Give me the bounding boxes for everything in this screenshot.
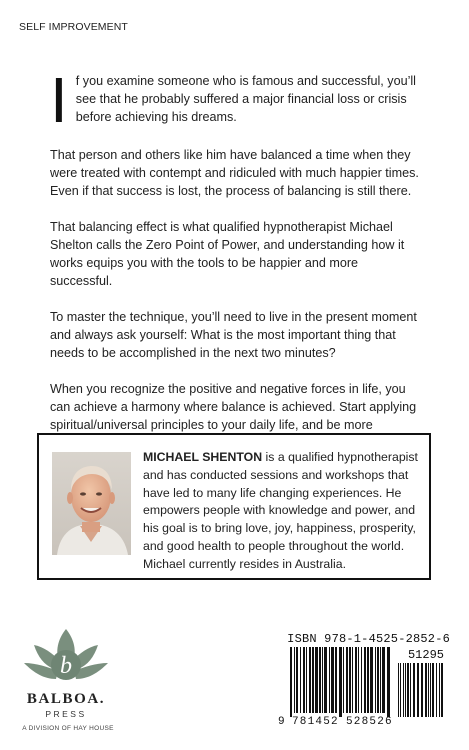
barcode-bar xyxy=(300,647,301,713)
barcode-bar xyxy=(382,647,385,713)
barcode-bar xyxy=(358,647,359,713)
addon-bar xyxy=(403,663,404,717)
blurb xyxy=(50,64,420,488)
barcode-bar xyxy=(361,647,362,713)
barcode-bar xyxy=(296,647,298,713)
blurb-paragraph-5: When you recognize the positive and negative forces in life, you can achieve a harmony where balance is achieved. Start applying spiritual/universal principles to your daily life, and be more xyxy=(50,382,417,432)
barcode-bar xyxy=(324,647,327,713)
ean-first-digit: 9 xyxy=(278,716,285,728)
addon-bar xyxy=(428,663,429,717)
barcode-bar xyxy=(290,647,292,717)
price-code: 51295 xyxy=(407,648,444,662)
addon-bar xyxy=(410,663,411,717)
addon-bar xyxy=(441,663,443,717)
addon-bar xyxy=(413,663,415,717)
barcode-bar xyxy=(364,647,366,713)
barcode-bar xyxy=(315,647,318,713)
logo-letter: b xyxy=(60,653,72,679)
addon-bar xyxy=(407,663,409,717)
author-portrait-image xyxy=(52,452,131,555)
lotus-icon xyxy=(20,625,112,691)
barcode-bar xyxy=(367,647,369,713)
publisher-brand: BALBOA. xyxy=(26,691,106,707)
ean-left-group: 781452 xyxy=(292,716,339,728)
barcode-bar xyxy=(319,647,321,713)
author-name: MICHAEL SHENTON xyxy=(143,450,263,464)
drop-cap: I xyxy=(50,64,68,136)
addon-bar xyxy=(398,663,399,717)
blurb-paragraph-4: To master the technique, you’ll need to live in the present moment and always ask yourself: What is the most important thing that needs to be accomplished in the next two minutes? xyxy=(50,310,417,360)
barcode-bar xyxy=(375,647,376,713)
publisher-press: PRESS xyxy=(45,709,87,719)
blurb-paragraph-1 xyxy=(50,64,420,136)
author-photo xyxy=(52,452,131,555)
blurb-paragraph-3: That balancing effect is what qualified hypnotherapist Michael Shelton calls the Zero Point of Power, and understanding how it works equips you with the tools to be happier and more successful. xyxy=(50,220,405,288)
barcode-bar xyxy=(303,647,305,713)
addon-bar xyxy=(439,663,440,717)
author-bio-text: is a qualified hypnotherapist and has conducted sessions and workshops that have led to many life changing experiences. He empowers people with knowledge and power, and his goal is to bring love, joy, happiness, prosperity, and good health to people throughout the world. Michael currently resides in Australia. xyxy=(143,450,418,571)
blurb-paragraph-2: That person and others like him have balanced a time when they were treated with contempt and ridiculed with much happier times. Even if that success is lost, the process of balancing is still there. xyxy=(50,148,419,198)
barcode-bar xyxy=(387,647,390,717)
barcode-bar xyxy=(346,647,348,713)
barcode-block xyxy=(278,632,450,732)
barcode-bar xyxy=(331,647,334,713)
category-label: SELF IMPROVEMENT xyxy=(19,21,128,33)
publisher-division: A DIVISION OF HAY HOUSE xyxy=(22,725,114,732)
publisher-logo xyxy=(20,625,112,733)
addon-bar xyxy=(432,663,434,717)
barcode-bar xyxy=(380,647,381,713)
barcode-bar xyxy=(339,647,342,717)
barcode-bar xyxy=(370,647,373,713)
author-bio-box xyxy=(37,433,431,580)
barcode-bar xyxy=(355,647,357,713)
author-bio xyxy=(143,449,419,574)
addon-bar xyxy=(405,663,406,717)
addon-bar xyxy=(436,663,437,717)
barcode-bar xyxy=(343,647,344,713)
addon-bar xyxy=(425,663,427,717)
isbn-label: ISBN 978-1-4525-2852-6 xyxy=(287,632,450,646)
barcode-bar xyxy=(335,647,337,713)
addon-bar xyxy=(421,663,423,717)
barcode-bar xyxy=(306,647,307,713)
addon-bar xyxy=(430,663,431,717)
barcode-bar xyxy=(312,647,314,713)
barcode-bar xyxy=(377,647,379,713)
barcode-bar xyxy=(309,647,311,713)
barcode-bar xyxy=(349,647,351,713)
addon-bar xyxy=(400,663,401,717)
barcode-bar xyxy=(322,647,323,713)
barcode-bar xyxy=(294,647,295,713)
barcode-bar xyxy=(352,647,353,713)
ean-right-group: 528526 xyxy=(346,716,393,728)
barcode-bar xyxy=(329,647,330,713)
addon-bar xyxy=(417,663,419,717)
paragraph-text: f you examine someone who is famous and successful, you’ll see that he probably suffered a major financial loss or crisis before achieving his dreams. xyxy=(75,74,416,124)
